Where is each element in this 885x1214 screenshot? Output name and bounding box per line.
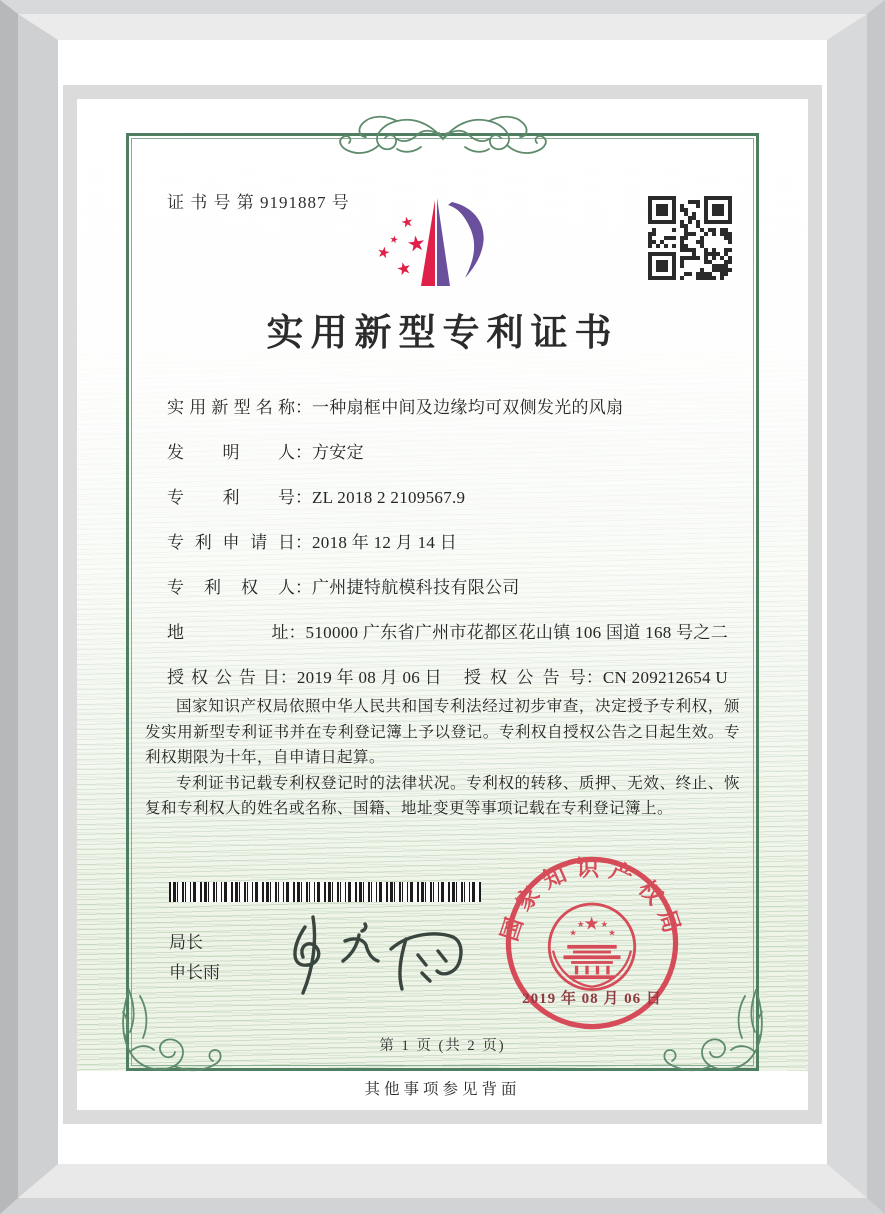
field-label: 实用新型名称 bbox=[167, 398, 295, 417]
field-value: 广州捷特航模科技有限公司 bbox=[312, 578, 520, 597]
seal-date: 2019 年 08 月 06 日 bbox=[522, 991, 662, 1007]
grant-date-value: 2019 年 08 月 06 日 bbox=[296, 668, 442, 687]
svg-text:★: ★ bbox=[600, 919, 609, 930]
field-list bbox=[167, 396, 728, 690]
certificate-page bbox=[77, 99, 808, 1110]
grant-number-label: 授权公告号 bbox=[463, 668, 586, 687]
svg-text:★: ★ bbox=[399, 213, 415, 232]
certificate-number: 证 书 号 第 9191887 号 bbox=[167, 193, 350, 212]
certificate-content bbox=[77, 99, 808, 1110]
field-row-address: 地址 ： 510000 广东省广州市花都区花山镇 106 国道 168 号之二 bbox=[167, 621, 728, 645]
page-number: 第 1 页 (共 2 页) bbox=[379, 1038, 506, 1054]
field-value: 510000 广东省广州市花都区花山镇 106 国道 168 号之二 bbox=[305, 623, 728, 642]
field-row-grant: 授权公告日 ： 2019 年 08 月 06 日 授权公告号 ： CN 209212654 U bbox=[167, 666, 728, 690]
legal-paragraph-2: 专利证书记载专利权登记时的法律状况。专利权的转移、质押、无效、终止、恢复和专利权人的姓名或名称、国籍、地址变更等事项记载在专利登记簿上。 bbox=[145, 774, 740, 817]
top-flourish-ornament bbox=[321, 113, 565, 159]
svg-text:★: ★ bbox=[374, 242, 392, 263]
svg-text:★: ★ bbox=[404, 230, 427, 257]
field-label: 专利权人 bbox=[167, 578, 295, 597]
field-label: 发明人 bbox=[167, 443, 295, 462]
mat-opening-band bbox=[63, 85, 822, 1124]
field-value: ZL 2018 2 2109567.9 bbox=[312, 488, 466, 507]
national-emblem-icon bbox=[549, 904, 635, 990]
grant-date-label: 授权公告日 bbox=[167, 668, 280, 687]
handwritten-signature-icon bbox=[279, 911, 484, 999]
field-label: 地址 bbox=[167, 623, 289, 642]
svg-text:★: ★ bbox=[576, 919, 585, 930]
field-label: 专利号 bbox=[167, 488, 295, 507]
field-row-name: 实用新型名称 ： 一种扇框中间及边缘均可双侧发光的风扇 bbox=[167, 396, 728, 420]
field-row-inventor: 发明人 ： 方安定 bbox=[167, 441, 728, 465]
svg-text:★: ★ bbox=[583, 913, 600, 935]
official-seal bbox=[497, 848, 687, 1038]
field-row-filing-date: 专利申请日 ： 2018 年 12 月 14 日 bbox=[167, 531, 728, 555]
barcode-icon bbox=[169, 882, 481, 902]
field-value: 一种扇框中间及边缘均可双侧发光的风扇 bbox=[312, 398, 624, 417]
legal-paragraph-1: 国家知识产权局依照中华人民共和国专利法经过初步审查，决定授予专利权，颁发实用新型专利证书并在专利登记簿上予以登记。专利权自授权公告之日起生效。专利权期限为十年，自申请日起算。 bbox=[145, 698, 740, 766]
signer-name: 申长雨 bbox=[169, 963, 220, 982]
frame-bevel bbox=[18, 14, 867, 1198]
svg-text:★: ★ bbox=[387, 234, 399, 247]
cnipa-patent-logo-icon bbox=[368, 188, 518, 305]
field-label: 专利申请日 bbox=[167, 533, 295, 552]
grant-number-pair: 授权公告号 ： CN 209212654 U bbox=[464, 666, 728, 690]
svg-text:★: ★ bbox=[569, 928, 577, 939]
back-side-note: 其他事项参见背面 bbox=[364, 1081, 521, 1098]
field-value: 方安定 bbox=[312, 443, 364, 462]
field-value: 2018 年 12 月 14 日 bbox=[312, 533, 458, 552]
field-row-patent-number: 专利号 ： ZL 2018 2 2109567.9 bbox=[167, 486, 728, 510]
legal-text bbox=[145, 694, 740, 822]
svg-text:★: ★ bbox=[608, 928, 616, 939]
qr-code-icon bbox=[648, 196, 736, 284]
grant-number-value: CN 209212654 U bbox=[602, 668, 728, 687]
field-row-patentee: 专利权人 ： 广州捷特航模科技有限公司 bbox=[167, 576, 728, 600]
signer-block bbox=[169, 928, 220, 988]
seal-text: 国家知识产权局 bbox=[497, 855, 687, 945]
certificate-title: 实用新型专利证书 bbox=[266, 313, 619, 354]
svg-text:★: ★ bbox=[393, 257, 414, 281]
certificate-border bbox=[126, 133, 759, 1071]
frame-mat bbox=[58, 40, 827, 1164]
signer-title: 局长 bbox=[169, 933, 203, 952]
